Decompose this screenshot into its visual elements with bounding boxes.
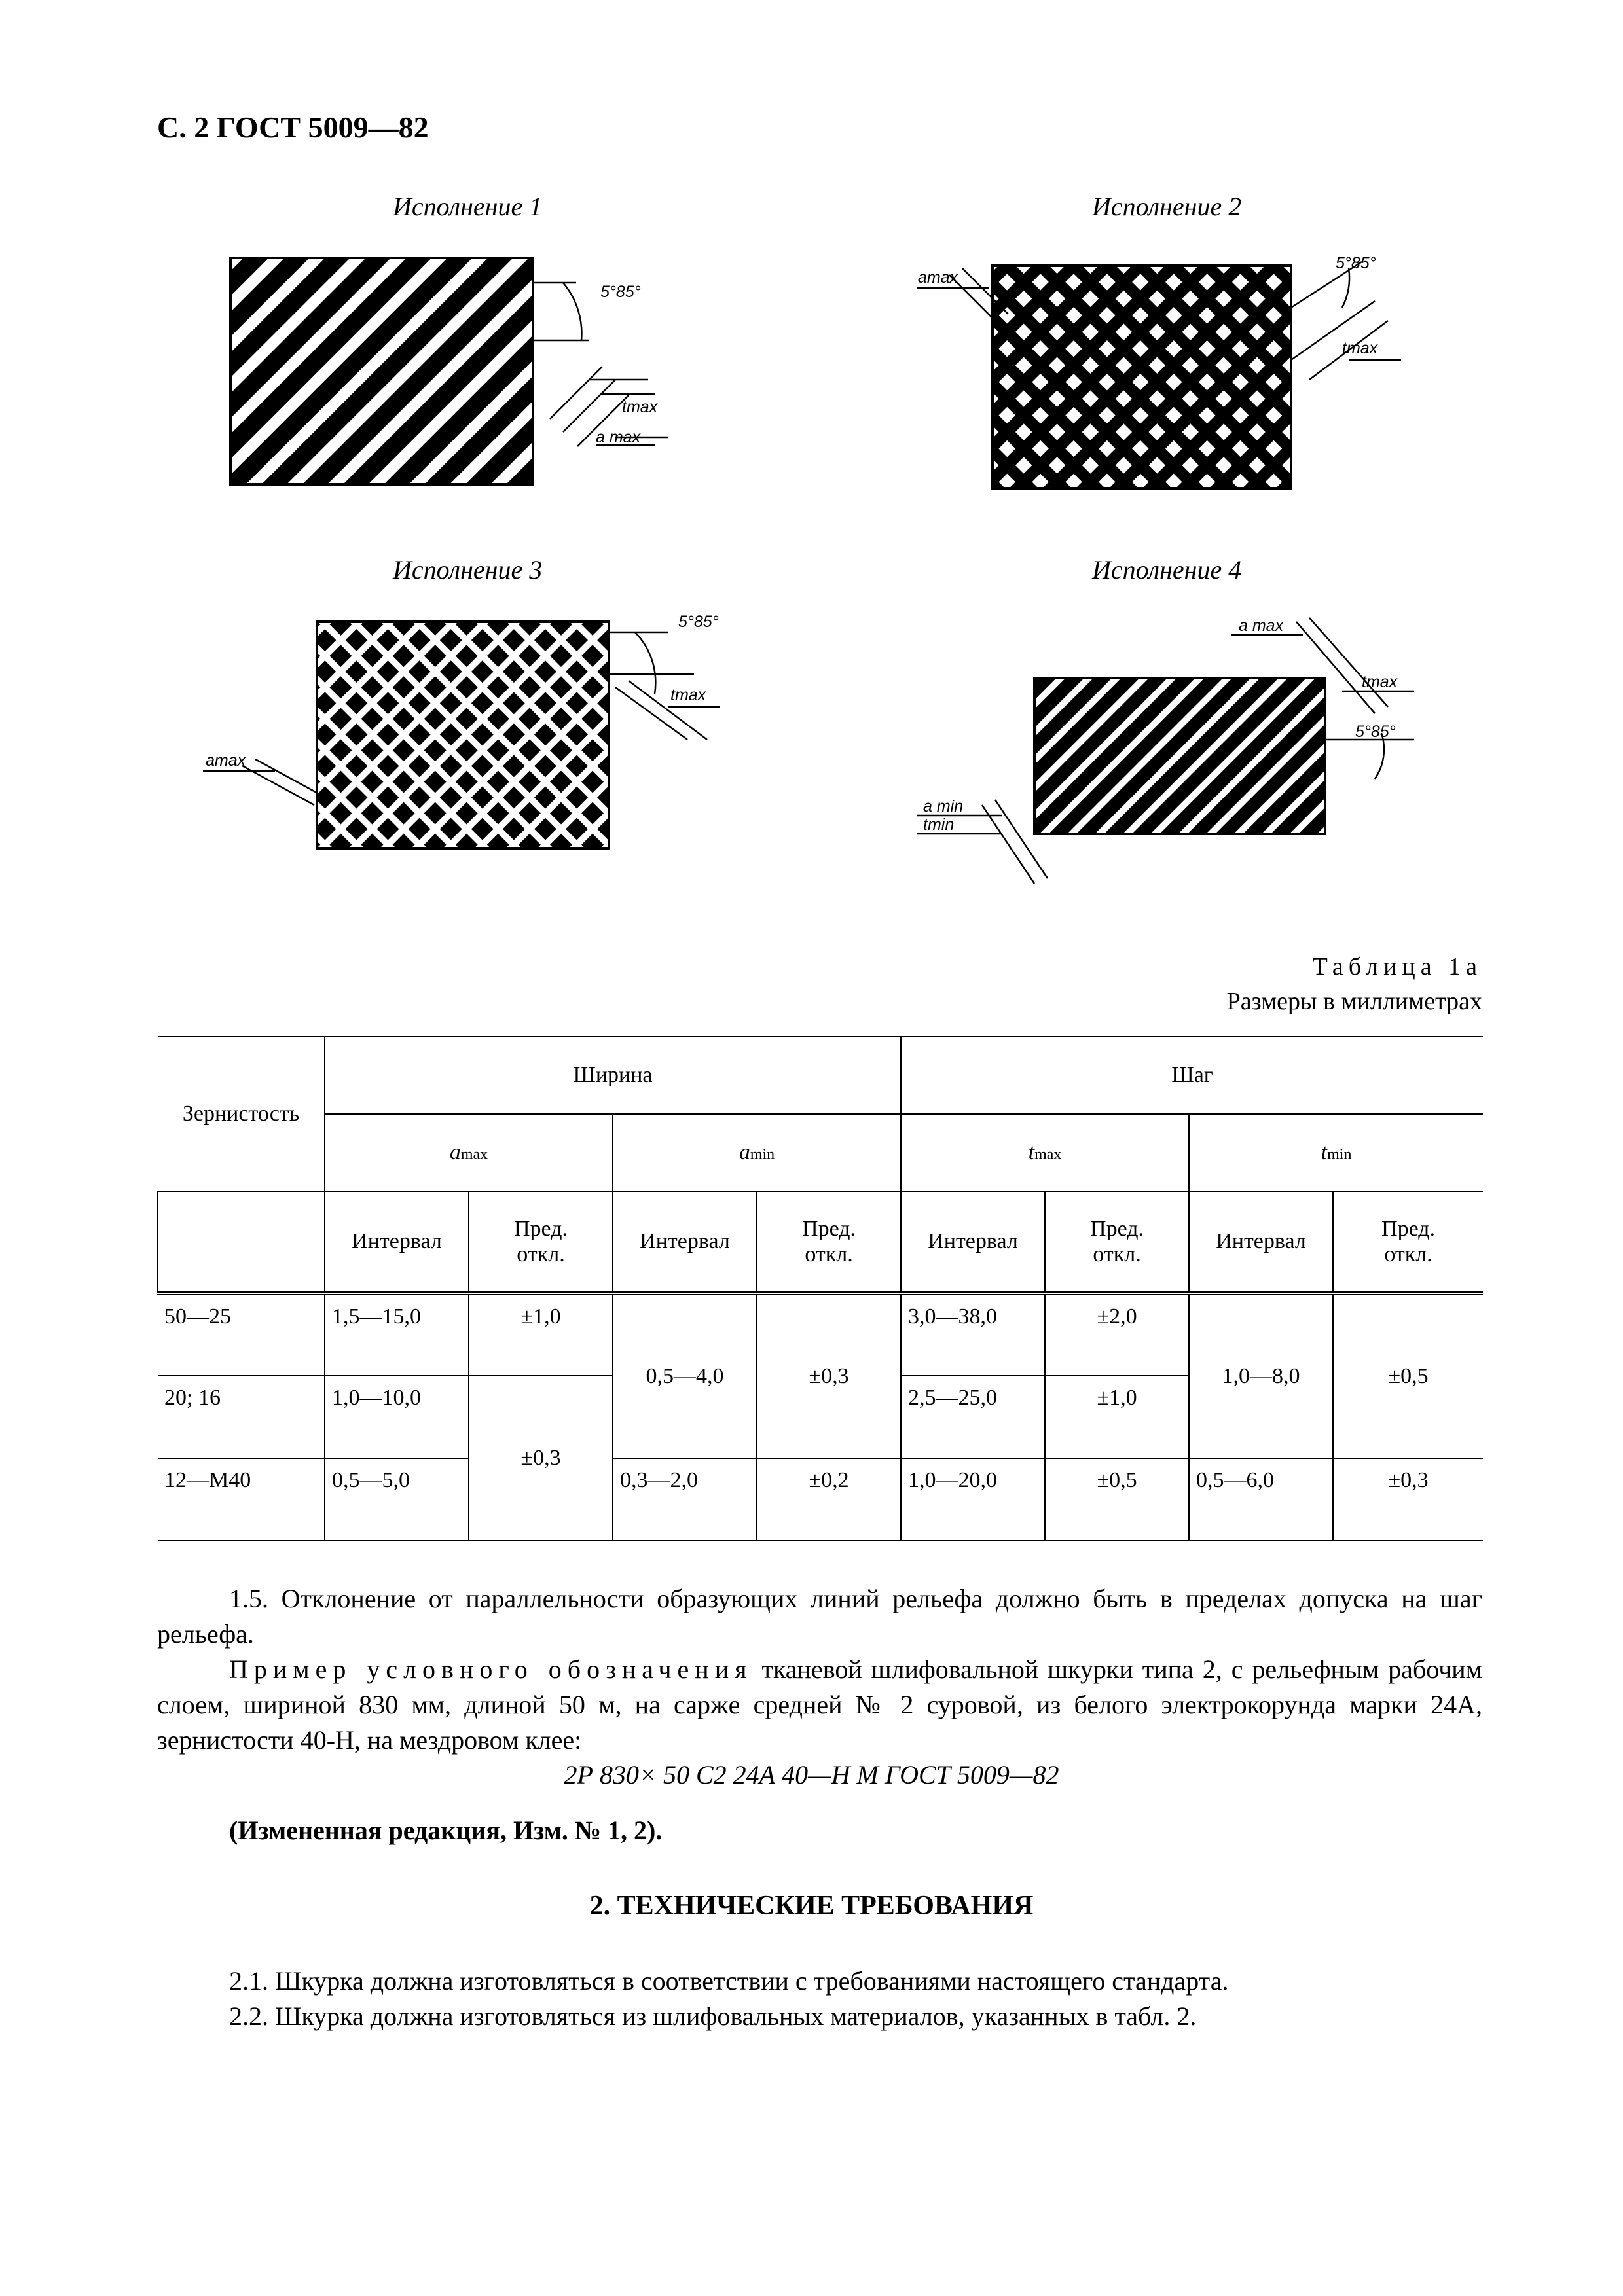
cell-amax-interval: 0,5—5,0 <box>325 1458 469 1541</box>
header-pred: Пред. откл. <box>1045 1191 1189 1293</box>
header-interval: Интервал <box>901 1191 1045 1293</box>
cell-tmin-dev: ±0,5 <box>1333 1293 1483 1458</box>
paragraph-2-1: 2.1. Шкурка должна изготовляться в соответствии с требованиями настоящего стандарта. <box>229 1966 1229 1996</box>
cell-amin-interval: 0,3—2,0 <box>613 1458 757 1541</box>
example-label: Пример условного обозначения <box>229 1655 753 1684</box>
header-interval: Интервал <box>1189 1191 1333 1293</box>
section-title: 2. ТЕХНИЧЕСКИЕ ТРЕБОВАНИЯ <box>589 1891 1034 1921</box>
fig2-amax-label: amax <box>918 268 958 287</box>
cell-tmax-dev: ±0,5 <box>1045 1458 1189 1541</box>
execution-3-pattern <box>317 622 609 848</box>
header-pred: Пред. откл. <box>469 1191 613 1293</box>
figure-2-caption: Исполнение 2 <box>1092 192 1242 221</box>
header-tmax: tmax <box>901 1114 1189 1191</box>
figure-3-drawing <box>183 609 759 857</box>
designation-formula: 2Р 830× 50 С2 24А 40—Н М ГОСТ 5009—82 <box>564 1760 1059 1789</box>
cell-tmax-dev: ±1,0 <box>1045 1376 1189 1458</box>
example-body: тканевой шлифовальной шкурки типа 2, с рельефным рабочим слоем, шириной 830 мм, длиной 50 м, на саржe средней № 2 суровой, из белого электрокорунда марки 24А, зернистости 40-Н, на мездровом клее: <box>157 1655 1482 1755</box>
cell-amax-dev: ±0,3 <box>469 1376 613 1541</box>
fig4-amax-label: a max <box>1239 617 1284 635</box>
figure-1-caption: Исполнение 1 <box>393 192 543 221</box>
header-blank <box>158 1191 325 1293</box>
fig4-angle-label: 5°85° <box>1355 723 1396 741</box>
cell-grain: 12—М40 <box>158 1458 325 1541</box>
header-interval: Интервал <box>613 1191 757 1293</box>
fig1-amax-label: a max <box>596 428 641 446</box>
cell-amax-interval: 1,5—15,0 <box>325 1293 469 1376</box>
paragraph-2-2: 2.2. Шкурка должна изготовляться из шлифовальных материалов, указанных в табл. 2. <box>229 2001 1197 2031</box>
table-title: Таблица 1а <box>1312 953 1482 980</box>
cell-amin-dev: ±0,3 <box>757 1293 901 1458</box>
cell-grain: 50—25 <box>158 1293 325 1376</box>
header-amax: amax <box>325 1114 613 1191</box>
dimensions-table <box>157 1036 1483 1541</box>
figure-4-drawing <box>903 609 1447 910</box>
cell-tmin-interval: 1,0—8,0 <box>1189 1293 1333 1458</box>
table-units: Размеры в миллиметрах <box>1226 988 1482 1015</box>
header-step: Шаг <box>901 1037 1483 1114</box>
fig4-tmin-label: tmin <box>923 816 955 834</box>
fig1-angle-label: 5°85° <box>600 283 641 301</box>
figure-4-caption: Исполнение 4 <box>1092 555 1242 584</box>
cell-tmax-interval: 3,0—38,0 <box>901 1293 1045 1376</box>
cell-amax-interval: 1,0—10,0 <box>325 1376 469 1458</box>
fig3-angle-label: 5°85° <box>678 613 719 631</box>
header-pred: Пред. откл. <box>757 1191 901 1293</box>
table-row <box>158 1458 1483 1541</box>
fig2-angle-label: 5°85° <box>1336 254 1376 272</box>
cell-amin-interval: 0,5—4,0 <box>613 1293 757 1458</box>
cell-tmax-interval: 2,5—25,0 <box>901 1376 1045 1458</box>
figure-1-drawing <box>196 249 720 497</box>
paragraph-1-5: 1.5. Отклонение от параллельности образующих линий рельефа должно быть в пределах допуска на шаг рельефа. <box>157 1584 1482 1649</box>
header-tmin: tmin <box>1189 1114 1483 1191</box>
execution-4-pattern <box>1034 678 1325 834</box>
cell-amin-dev: ±0,2 <box>757 1458 901 1541</box>
figure-2-drawing <box>890 249 1427 497</box>
fig3-tmax-label: tmax <box>670 686 706 704</box>
fig4-amin-label: a min <box>923 797 964 816</box>
cell-grain: 20; 16 <box>158 1376 325 1458</box>
header-grain: Зернистость <box>158 1037 325 1191</box>
execution-2-pattern <box>993 266 1291 488</box>
fig3-amax-label: amax <box>206 751 246 770</box>
table-row <box>158 1293 1483 1376</box>
header-interval: Интервал <box>325 1191 469 1293</box>
fig1-tmax-label: tmax <box>622 398 658 416</box>
cell-tmin-interval: 0,5—6,0 <box>1189 1458 1333 1541</box>
cell-tmax-dev: ±2,0 <box>1045 1293 1189 1376</box>
header-pred: Пред. откл. <box>1333 1191 1483 1293</box>
page-header: С. 2 ГОСТ 5009—82 <box>157 111 429 144</box>
header-width: Ширина <box>325 1037 901 1114</box>
cell-amax-dev: ±1,0 <box>469 1293 613 1376</box>
execution-1-pattern <box>230 258 533 484</box>
revision-note: (Измененная редакция, Изм. № 1, 2). <box>229 1816 663 1845</box>
figure-3-caption: Исполнение 3 <box>393 555 543 584</box>
paragraph-example <box>157 1652 1482 1758</box>
cell-tmin-dev: ±0,3 <box>1333 1458 1483 1541</box>
fig2-tmax-label: tmax <box>1342 339 1378 357</box>
header-amin: amin <box>613 1114 901 1191</box>
cell-tmax-interval: 1,0—20,0 <box>901 1458 1045 1541</box>
fig4-tmax-label: tmax <box>1362 673 1398 691</box>
